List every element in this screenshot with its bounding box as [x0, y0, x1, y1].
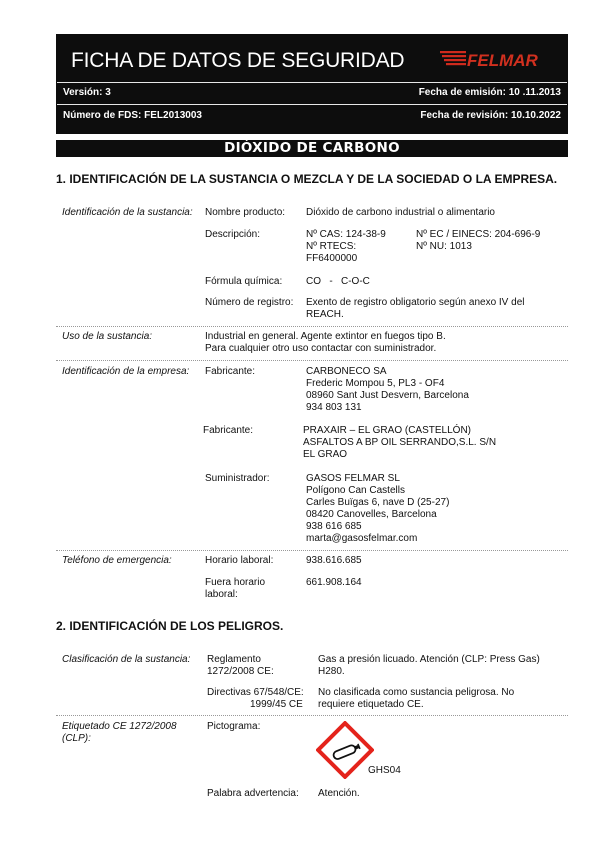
work-hours-label: Horario laboral:: [205, 555, 274, 566]
supplier-line-3: Carles Buïgas 6, nave D (25-27): [306, 497, 450, 508]
rtecs-label: Nº RTECS:: [306, 241, 357, 252]
regulation-value-2: H280.: [318, 666, 345, 677]
manufacturer-2-line-1: PRAXAIR – EL GRAO (CASTELLÓN): [303, 425, 472, 436]
substance-band: [56, 140, 568, 157]
product-name-label: Nombre producto:: [205, 207, 286, 218]
registration-line-1: Exento de registro obligatorio según anexo IV del: [306, 297, 525, 308]
supplier-line-5: 938 616 685: [306, 521, 362, 532]
manufacturer-label: Fabricante:: [205, 366, 256, 377]
divider: [56, 550, 568, 551]
ec-number: Nº EC / EINECS: 204-696-9: [416, 229, 541, 240]
off-hours-label-1: Fuera horario: [205, 577, 266, 588]
supplier-line-1: GASOS FELMAR SL: [306, 473, 400, 484]
classification-label: Clasificación de la sustancia:: [62, 654, 191, 665]
regulation-value-1: Gas a presión licuado. Atención (CLP: Press Gas): [318, 654, 540, 665]
identification-label: Identificación de la sustancia:: [62, 207, 193, 218]
supplier-label: Suministrador:: [205, 473, 270, 484]
regulation-label-1: Reglamento: [207, 654, 261, 665]
felmar-logo-text: FELMAR: [467, 51, 538, 70]
manufacturer-2-line-2: ASFALTOS A BP OIL SERRANDO,S.L. S/N: [303, 437, 497, 448]
directives-value-1: No clasificada como sustancia peligrosa. No: [318, 687, 515, 698]
emergency-label: Teléfono de emergencia:: [62, 555, 172, 566]
chemical-formula: CO - C-O-C: [306, 276, 370, 287]
labelling-label-2: (CLP):: [62, 733, 91, 744]
divider: [56, 360, 568, 361]
rtecs-number: FF6400000: [306, 253, 358, 264]
directives-label-1: Directivas 67/548/CE:: [207, 687, 304, 698]
use-label: Uso de la sustancia:: [62, 331, 153, 342]
labelling-label-1: Etiquetado CE 1272/2008: [62, 721, 177, 732]
sds-header: [56, 34, 568, 134]
manufacturer-2-label: Fabricante:: [203, 425, 254, 436]
work-hours-phone: 938.616.685: [306, 555, 362, 566]
supplier-email[interactable]: marta@gasosfelmar.com: [306, 533, 418, 544]
revision-date: Fecha de revisión: 10.10.2022: [420, 110, 561, 121]
use-line-2: Para cualquier otro uso contactar con suministrador.: [205, 343, 437, 354]
manufacturer-2-line-3: EL GRAO: [303, 449, 348, 460]
manufacturer-1-line-1: CARBONECO SA: [306, 366, 387, 377]
signal-word-label: Palabra advertencia:: [207, 788, 299, 799]
supplier-line-4: 08420 Canovelles, Barcelona: [306, 509, 437, 520]
manufacturer-1-line-3: 08960 Sant Just Desvern, Barcelona: [306, 390, 469, 401]
felmar-logo: [438, 44, 550, 74]
fds-number: Número de FDS: FEL2013003: [63, 110, 202, 121]
off-hours-label-2: laboral:: [205, 589, 238, 600]
manufacturer-1-line-2: Frederic Mompou 5, PL3 - OF4: [306, 378, 445, 389]
version: Versión: 3: [63, 87, 111, 98]
divider: [56, 326, 568, 327]
supplier-line-2: Polígono Can Castells: [306, 485, 405, 496]
product-name: Dióxido de carbono industrial o alimentario: [306, 207, 495, 218]
felmar-logo-mark: [438, 44, 550, 74]
document-title: FICHA DE DATOS DE SEGURIDAD: [71, 49, 405, 72]
substance-title: DIÓXIDO DE CARBONO: [224, 140, 400, 156]
company-label: Identificación de la empresa:: [62, 366, 190, 377]
section-1-title: 1. IDENTIFICACIÓN DE LA SUSTANCIA O MEZCLA Y DE LA SOCIEDAD O LA EMPRESA.: [56, 172, 558, 186]
pictogram-label: Pictograma:: [207, 721, 261, 732]
registration-line-2: REACH.: [306, 309, 344, 320]
section-2-title: 2. IDENTIFICACIÓN DE LOS PELIGROS.: [56, 619, 284, 633]
issue-date: Fecha de emisión: 10 .11.2013: [418, 87, 561, 98]
directives-label-2: 1999/45 CE: [250, 699, 303, 710]
registration-label: Número de registro:: [205, 297, 294, 308]
regulation-label-2: 1272/2008 CE:: [207, 666, 274, 677]
un-number: Nº NU: 1013: [416, 241, 472, 252]
manufacturer-1-line-4: 934 803 131: [306, 402, 362, 413]
directives-value-2: requiere etiquetado CE.: [318, 699, 424, 710]
divider: [56, 715, 568, 716]
pictogram-code: GHS04: [368, 765, 401, 776]
use-line-1: Industrial en general. Agente extintor en fuegos tipo B.: [205, 331, 446, 342]
gas-cylinder-icon: [316, 721, 374, 779]
formula-label: Fórmula química:: [205, 276, 283, 287]
off-hours-phone: 661.908.164: [306, 577, 362, 588]
cas-number: Nº CAS: 124-38-9: [306, 229, 386, 240]
description-label: Descripción:: [205, 229, 261, 240]
signal-word: Atención.: [318, 788, 360, 799]
